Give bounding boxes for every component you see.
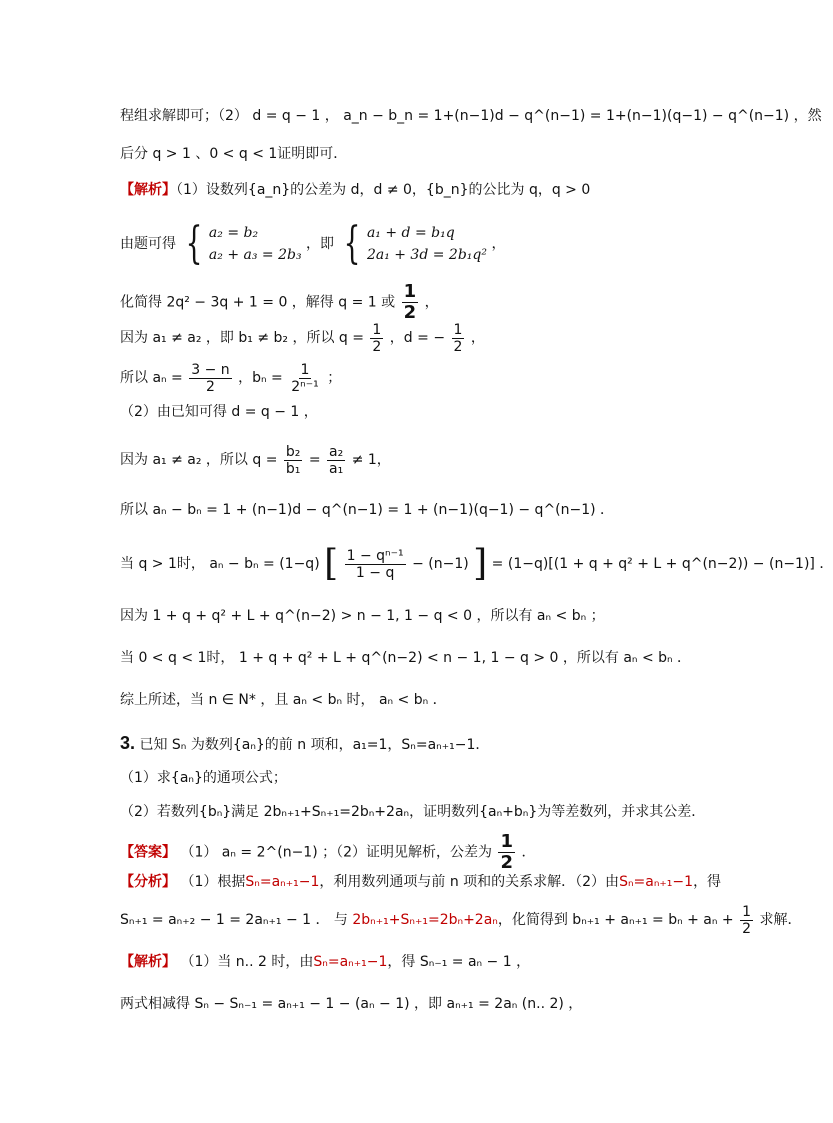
fraction-geometric (345, 548, 406, 581)
analysis-text: 求解． (759, 912, 802, 928)
analysis-line-2 (120, 900, 801, 940)
fraction-half (740, 904, 753, 937)
solution-3-line-2: 两式相减得 Sₙ − Sₙ₋₁ = aₙ₊₁ − 1 − (aₙ − 1) ，即 aₙ₊₁ = 2aₙ (n.. 2) ， (120, 996, 583, 1012)
punctuation: ； (327, 370, 342, 386)
numerator: 1 (500, 831, 514, 852)
solution-text: （1）设数列{a_n}的公差为 d，d ≠ 0，{b_n}的公比为 q，q > 0 (176, 182, 591, 198)
denominator: 2 (403, 302, 417, 323)
line11-text: 当 q > 1时， aₙ − bₙ = (1−q) (120, 556, 320, 572)
text-line-10: 所以 aₙ − bₙ = 1 + (n−1)d − q^(n−1) = 1 + (n−1)(q−1) − q^(n−1) ． (120, 502, 615, 518)
solution-line-1 (120, 180, 590, 200)
fraction-b-ratio (284, 444, 303, 477)
brace-icon: { (344, 218, 361, 269)
analysis-text: ，得 (693, 874, 722, 890)
punctuation: ， (424, 294, 439, 311)
text-line-7 (120, 360, 341, 396)
line9-text: 因为 a₁ ≠ a₂ ，所以 q = (120, 452, 278, 468)
brace-icon: { (186, 218, 203, 269)
fraction-an (189, 362, 231, 395)
question-3-text: 已知 Sₙ 为数列{aₙ}的前 n 项和，a₁=1，Sₙ=aₙ₊₁−1． (139, 737, 490, 753)
equation-system-1 (209, 222, 302, 266)
system-line (120, 220, 505, 268)
analysis-text: ，化简得到 bₙ₊₁ + aₙ₊₁ = bₙ + aₙ + (497, 912, 734, 928)
highlight-formula: Sₙ=aₙ₊₁−1 (245, 874, 320, 890)
answer-text: （1） aₙ = 2^(n−1) ；（2）证明见解析，公差为 (180, 844, 493, 861)
solution-text: （1）当 n.. 2 时，由 (180, 954, 314, 970)
numerator: 1 (742, 903, 752, 920)
question-3-part-1: （1）求{aₙ}的通项公式； (120, 770, 287, 786)
eq-2a: a₁ + d = b₁q (366, 225, 455, 241)
text-line-11 (120, 542, 833, 586)
analysis-text: （1）根据 (180, 874, 246, 890)
fraction-half (370, 322, 383, 355)
highlight-formula: 2bₙ₊₁+Sₙ₊₁=2bₙ+2aₙ (352, 912, 498, 928)
text-line-12: 因为 1 + q + q² + L + q^(n−2) > n − 1, 1 − q < 0 ，所以有 aₙ < bₙ ； (120, 608, 605, 624)
text-line-13: 当 0 < q < 1时， 1 + q + q² + L + q^(n−2) < n − 1, 1 − q > 0 ，所以有 aₙ < bₙ ． (120, 650, 692, 666)
denominator: 2 (500, 852, 514, 873)
line7-mid: ，bₙ = (238, 370, 283, 386)
denominator: 2 (372, 338, 382, 355)
denominator: a₁ (329, 460, 344, 477)
fraction-half (498, 832, 515, 873)
solution-tag: 【解析】 (120, 954, 176, 970)
denominator: 2ⁿ⁻¹ (291, 378, 319, 395)
denominator: 2 (206, 378, 215, 395)
text-line-6 (120, 320, 485, 356)
line6-mid: ，d = − (389, 330, 446, 346)
equation-system-2 (367, 222, 487, 266)
text-line-1: 程组求解即可；（2） d = q − 1 ， a_n − b_n = 1+(n−1)d − q^(n−1) = 1+(n−1)(q−1) − q^(n−1) ，然 (120, 108, 822, 124)
fraction-half (452, 322, 465, 355)
line7-text: 所以 aₙ = (120, 370, 183, 386)
numerator: b₂ (285, 443, 301, 460)
analysis-line-1 (120, 872, 721, 892)
numerator: 3 − n (191, 361, 230, 378)
eq-1b: a₂ + a₃ = 2b₃ (208, 247, 302, 263)
text-line-14: 综上所述，当 n ∈ N* ，且 aₙ < bₙ 时， aₙ < bₙ ． (120, 692, 447, 708)
punctuation: ， (470, 330, 485, 346)
answer-tag: 【答案】 (120, 844, 176, 861)
denominator: 1 − q (355, 564, 395, 581)
solution-tag: 【解析】 (120, 182, 176, 198)
numerator: 1 (372, 321, 382, 338)
line5-text: 化简得 2q² − 3q + 1 = 0 ，解得 q = 1 或 (120, 294, 396, 311)
solution-3-line-1 (120, 952, 530, 972)
denominator: 2 (453, 338, 463, 355)
text-line-5 (120, 281, 439, 323)
numerator: a₂ (329, 443, 344, 460)
text-line-8: （2）由已知可得 d = q − 1 ， (120, 404, 318, 420)
eq-1a: a₂ = b₂ (208, 225, 259, 241)
numerator: 1 (453, 321, 463, 338)
numerator: 1 − qⁿ⁻¹ (346, 547, 404, 564)
line11-end: = (1−q)[(1 + q + q² + L + q^(n−2)) − (n−1)] ． (491, 556, 833, 572)
line11-mid: − (n−1) (412, 556, 469, 572)
text-line-2: 后分 q > 1 、0 < q < 1证明即可． (120, 146, 348, 162)
system-connector: ，即 (306, 236, 335, 252)
line6-text: 因为 a₁ ≠ a₂ ，即 b₁ ≠ b₂ ，所以 q = (120, 330, 364, 346)
numerator: 1 (403, 281, 417, 302)
punctuation: ， (491, 236, 506, 252)
analysis-tag: 【分析】 (120, 874, 176, 890)
denominator: 2 (742, 920, 752, 937)
question-3-part-2: （2）若数列{bₙ}满足 2bₙ₊₁+Sₙ₊₁=2bₙ+2aₙ，证明数列{aₙ+bₙ}为等差数列，并求其公差． (120, 804, 706, 820)
highlight-formula: Sₙ=aₙ₊₁−1 (619, 874, 694, 890)
answer-line (120, 831, 536, 873)
fraction-a-ratio (327, 444, 345, 477)
text-line-9: 因为 a₁ ≠ a₂ ，所以 q = $\frac{\text{b₂}}{\text{b₁}}$ = $\frac{\text{a₂}}{\text{a₁}}$ ≠ 1， (120, 443, 391, 477)
question-number: 3. (120, 733, 136, 753)
fraction-bn (289, 362, 321, 395)
eq-2b: 2a₁ + 3d = 2b₁q² (366, 247, 487, 263)
punctuation: ． (521, 844, 536, 861)
analysis-text: ，利用数列通项与前 n 项和的关系求解．（2）由 (319, 874, 620, 890)
right-bracket-icon: ] (473, 543, 488, 584)
left-bracket-icon: [ (324, 543, 339, 584)
highlight-formula: Sₙ=aₙ₊₁−1 (313, 954, 388, 970)
analysis-text: Sₙ₊₁ = aₙ₊₂ − 1 = 2aₙ₊₁ − 1 ． 与 (120, 912, 348, 928)
line9-end: ≠ 1， (351, 452, 391, 468)
fraction-half (402, 282, 419, 323)
numerator: 1 (300, 361, 310, 378)
denominator: b₁ (285, 460, 301, 477)
question-3-title (120, 731, 489, 757)
solution-text: ，得 Sₙ₋₁ = aₙ − 1 ， (387, 954, 531, 970)
system-intro: 由题可得 (120, 236, 176, 252)
